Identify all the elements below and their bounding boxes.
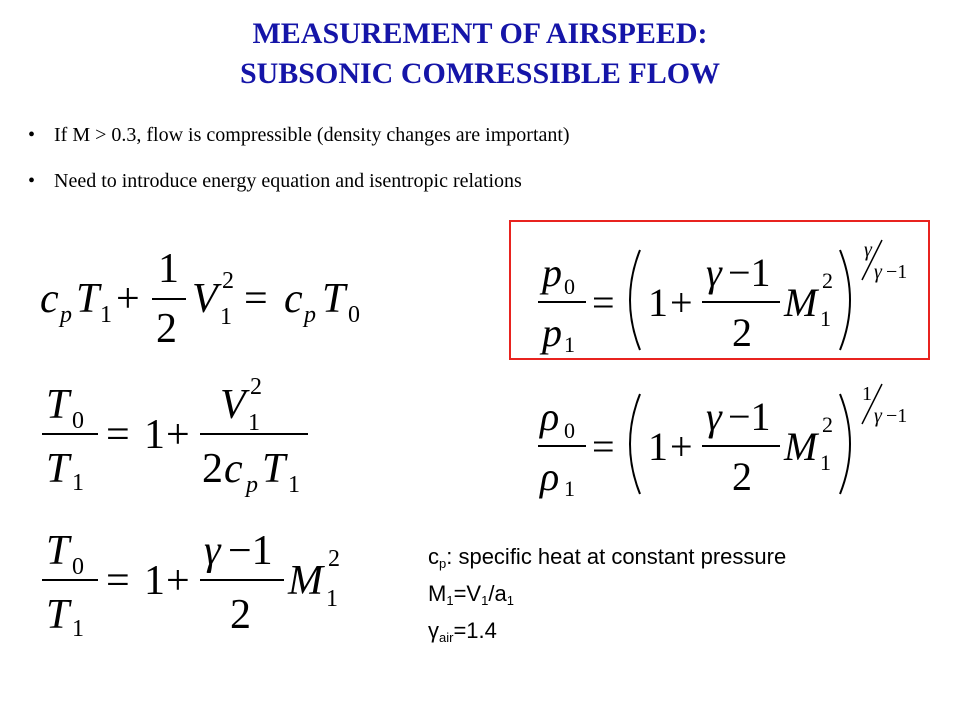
cp-definition [428,542,786,579]
svg-text:T: T [46,592,70,638]
svg-text:γ: γ [864,239,872,261]
svg-text:+: + [670,424,693,469]
svg-text:2: 2 [822,412,833,437]
velocity-symbol: =V [453,581,482,606]
sound-speed-subscript: 1 [506,593,514,608]
svg-text:c: c [224,446,243,492]
svg-text:1: 1 [648,424,668,469]
svg-text:+: + [670,280,693,325]
svg-text:0: 0 [348,302,360,328]
sound-speed-symbol: /a [488,581,507,606]
svg-text:=: = [244,276,268,322]
svg-text:γ: γ [874,261,882,283]
svg-text:=: = [592,280,615,325]
svg-text:1: 1 [862,383,872,405]
temperature-ratio-velocity-equation [40,368,340,498]
svg-text:2: 2 [732,454,752,499]
bullet-icon: • [28,124,36,146]
slide-title [0,14,960,94]
mach-definition [428,579,786,616]
svg-text:p: p [246,472,258,498]
svg-text:0: 0 [564,418,575,443]
bullet-text: Need to introduce energy equation and isentropic relations [54,170,522,192]
cp-subscript: p [439,556,447,571]
svg-text:M: M [784,280,818,325]
svg-text:−1: −1 [228,528,273,574]
mach-symbol: M [428,581,447,606]
svg-text:2: 2 [156,306,177,352]
svg-text:1: 1 [220,304,232,330]
bullet-icon: • [28,170,36,192]
svg-text:γ: γ [204,528,221,574]
svg-text:2: 2 [250,374,262,400]
svg-text:1: 1 [144,558,165,604]
svg-text:1: 1 [72,616,84,642]
svg-text:T: T [262,446,286,492]
svg-text:−1: −1 [728,250,771,295]
pressure-ratio-equation [536,228,916,356]
svg-text:1: 1 [326,586,338,612]
svg-text:+: + [166,412,190,458]
temperature-ratio-mach-equation [40,512,380,642]
svg-text:=: = [592,424,615,469]
svg-text:p: p [304,302,316,328]
svg-text:M: M [288,558,323,604]
gamma-definition [428,616,786,653]
svg-text:M: M [784,424,818,469]
svg-text:V: V [220,382,246,428]
svg-text:p: p [542,310,562,355]
svg-text:1: 1 [144,412,165,458]
svg-text:−1: −1 [886,261,908,283]
svg-text:1: 1 [158,246,179,292]
svg-text:c: c [40,276,59,322]
svg-text:1: 1 [100,302,112,328]
svg-text:−1: −1 [886,405,908,427]
svg-text:2: 2 [328,546,340,572]
svg-text:γ: γ [706,394,722,439]
gamma-symbol: γ [428,618,439,643]
variable-definitions [428,542,786,653]
svg-text:2: 2 [202,446,223,492]
svg-text:T: T [46,528,70,574]
svg-text:2: 2 [230,592,251,638]
svg-text:1: 1 [648,280,668,325]
gamma-value: =1.4 [453,618,497,643]
svg-text:+: + [116,276,140,322]
svg-text:T: T [322,276,346,322]
title-line-1: MEASUREMENT OF AIRSPEED: [252,17,708,50]
density-ratio-equation [536,372,916,500]
svg-text:γ: γ [706,250,722,295]
svg-text:1: 1 [564,476,575,501]
svg-text:1: 1 [72,470,84,496]
velocity-subscript: 1 [481,593,489,608]
cp-symbol: c [428,544,439,569]
mach-subscript: 1 [446,593,454,608]
svg-text:+: + [166,558,190,604]
energy-equation [40,242,400,352]
svg-text:T: T [46,446,70,492]
svg-text:0: 0 [564,274,575,299]
svg-text:2: 2 [822,268,833,293]
bullet-item [28,167,928,195]
bullet-item [28,121,928,149]
svg-text:1: 1 [288,472,300,498]
svg-text:0: 0 [72,408,84,434]
svg-text:γ: γ [874,405,882,427]
gamma-subscript: air [439,630,454,645]
svg-text:p: p [60,302,72,328]
bullet-list [28,121,928,213]
svg-text:2: 2 [222,268,234,294]
svg-text:T: T [76,276,100,322]
svg-text:T: T [46,382,70,428]
svg-text:ρ: ρ [540,454,560,499]
svg-text:1: 1 [564,332,575,357]
svg-text:1: 1 [248,410,260,436]
svg-text:=: = [106,558,130,604]
svg-text:=: = [106,412,130,458]
cp-description: : specific heat at constant pressure [446,544,787,569]
bullet-text: If M > 0.3, flow is compressible (density changes are important) [54,124,570,146]
svg-text:ρ: ρ [540,394,560,439]
svg-text:c: c [284,276,303,322]
svg-text:V: V [192,276,218,322]
svg-text:0: 0 [72,554,84,580]
svg-text:p: p [542,250,562,295]
svg-text:1: 1 [820,450,831,475]
svg-text:−1: −1 [728,394,771,439]
title-line-2: SUBSONIC COMRESSIBLE FLOW [239,57,721,90]
svg-text:1: 1 [820,306,831,331]
svg-text:2: 2 [732,310,752,355]
